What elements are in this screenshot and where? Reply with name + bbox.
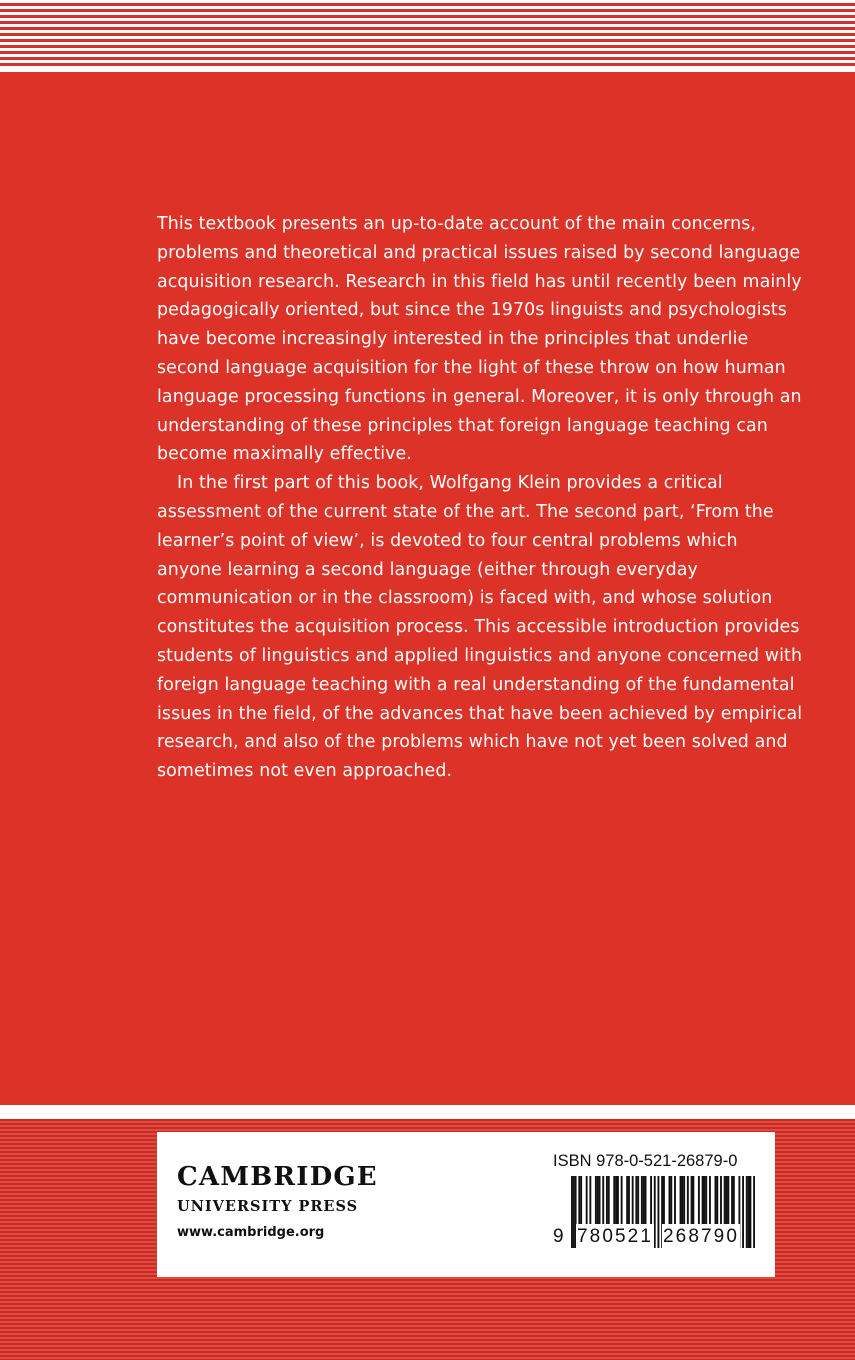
imprint-panel — [157, 1132, 775, 1277]
blurb-line: anyone learning a second language (either through everyday — [157, 559, 698, 580]
blurb-text — [157, 210, 803, 786]
publisher-url: www.cambridge.org — [177, 1225, 325, 1240]
blurb-line: understanding of these principles that foreign language teaching can — [157, 415, 768, 436]
blurb-line: foreign language teaching with a real understanding of the fundamental — [157, 674, 795, 695]
blurb-line: learner’s point of view’, is devoted to four central problems which — [157, 530, 738, 551]
barcode-left-group: 780521 — [576, 1224, 654, 1250]
blurb-line: students of linguistics and applied linguistics and anyone concerned with — [157, 645, 803, 666]
blurb-line: research, and also of the problems which have not yet been solved and — [157, 732, 788, 753]
blurb-line: become maximally effective. — [157, 444, 412, 465]
barcode-right-group: 268790 — [662, 1224, 740, 1250]
blurb-line: language processing functions in general. Moreover, it is only through an — [157, 386, 802, 407]
blurb-line: problems and theoretical and practical issues raised by second language — [157, 242, 801, 263]
isbn-label: ISBN 978-0-521-26879-0 — [553, 1152, 738, 1170]
barcode-lead-digit: 9 — [553, 1226, 564, 1247]
blurb-line: acquisition research. Research in this field has until recently been mainly — [157, 271, 802, 292]
blurb-line: second language acquisition for the light of these throw on how human — [157, 357, 786, 378]
blurb-line: sometimes not even approached. — [157, 761, 453, 782]
publisher-logo: CAMBRIDGE — [177, 1162, 378, 1192]
blurb-line: constitutes the acquisition process. This accessible introduction provides — [157, 617, 800, 638]
publisher-subtitle: UNIVERSITY PRESS — [177, 1198, 359, 1215]
top-stripe-band — [0, 0, 855, 72]
blurb-line: assessment of the current state of the art. The second part, ‘From the — [157, 501, 774, 522]
blurb-line: have become increasingly interested in the principles that underlie — [157, 329, 749, 350]
blurb-line: communication or in the classroom) is faced with, and whose solution — [157, 588, 773, 609]
divider — [0, 1105, 855, 1119]
barcode-digits — [552, 1224, 758, 1252]
blurb-line: pedagogically oriented, but since the 1970s linguists and psychologists — [157, 300, 787, 321]
blurb-line: issues in the field, of the advances that have been achieved by empirical — [157, 703, 803, 724]
blurb-line: In the first part of this book, Wolfgang Klein provides a critical — [177, 473, 723, 494]
blurb-line: This textbook presents an up-to-date account of the main concerns, — [157, 214, 757, 234]
